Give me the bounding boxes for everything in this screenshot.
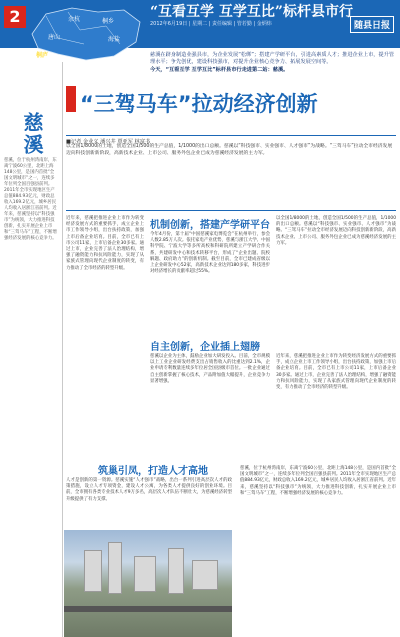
series-title: “互看互学 互学互比”标杆县市行 — [150, 4, 353, 20]
section-heading: 自主创新，企业插上翅膀 — [150, 342, 260, 353]
map-city-label: 余杭 — [68, 16, 81, 23]
region-map — [28, 4, 144, 62]
section-body-continued: 慈溪，位于杭州湾南岸，东离宁波60公里，北距上海148公里，是国内首批“全国文明城市”之一，连续多年位列全国百强县前列。2011年全市实现地区生产总值884.93亿元，财政总收入169.2亿元，城乡居民人均收入居浙江省前列。近年来，慈溪坚持以“科技强市”为统领，大力推进科技创新，扎实开展企业上市和“三驾马车”工程，不断增强经济发展的核心竞争力。 — [240, 466, 396, 496]
section-body-continued: 近年来，慈溪把推进企业上市作为转变经济发展方式的重要抓手，成立企业上市工作领导小组，出台扶持政策，加强上市后备企业培育。目前，全市已有上市公司11家，上市后备企业30多家。通过上市，企业完善了法人治理结构，增强了融资能力和抗风险能力，实现了从家族式管理向现代企业制度的转变，有力推动了全市经济的转型升级。 — [276, 354, 396, 391]
section-divider — [66, 210, 396, 211]
photo-building — [168, 548, 184, 594]
section-body: 人才是创新的第一资源。慈溪实施“人才强市”战略，出台一系列引进高层次人才的政策措施，设立人才专项资金，建设人才公寓，为各类人才提供良好的创业环境。目前，全市拥有各类专业技术人才9万多名，高层次人才队伍不断壮大，为慈溪经济转型升级提供了有力支撑。 — [66, 478, 232, 502]
map-city-label: 桐乡 — [102, 18, 115, 25]
map-city-label: 海盐 — [108, 36, 121, 43]
article-lead: 以全国1/8000的土地，创造全国1/500的生产总值，1/1000的出口总额。慈溪以“科技强市、实业强市、人才强市”为战略。“三驾马车”拉动全市经济发展迈向科技创新新阶段，高新技术企业、上市公司、服务外包企业已成为慈溪经济发展的主力军。 — [66, 144, 393, 156]
photo-road — [64, 606, 232, 612]
map-city-label: 唐山 — [48, 34, 61, 41]
photo-building — [84, 550, 102, 592]
photo-building — [134, 556, 156, 592]
sidebar-title: 慈溪 — [20, 112, 44, 156]
sidebar-text: 慈溪，位于杭州湾南岸，东离宁波60公里，北距上海148公里，是国内首批“全国文明城市”之一，连续多年位列全国百强县前列。2011年全市实现地区生产总值884.93亿元，财政总收入169.2亿元，城乡居民人均收入居浙江省前列。近年来，慈溪坚持以“科技强市”为统领，大力推进科技创新，扎实开展企业上市和“三驾马车”工程，不断增强经济发展的核心竞争力。 — [4, 158, 57, 241]
section-body-continued: 以全国1/8000的土地，创造全国1/500的生产总值，1/1000的出口总额。慈溪以“科技强市、实业强市、人才强市”为战略。“三驾马车”拉动全市经济发展迈向科技创新新阶段，高新技术企业、上市公司、服务外包企业已成为慈溪经济发展的主力军。 — [276, 216, 396, 246]
article-headline: “三驾马车”拉动经济创新 — [80, 92, 318, 116]
section-heading: 筑巢引凤，打造人才高地 — [98, 466, 208, 477]
dateline: 2012年6月19日 | 星期二 | 责任编辑 | 管若勤 | 金炳炜 — [150, 21, 272, 27]
page-number: 2 — [4, 6, 26, 28]
headline-accent-bar — [66, 86, 76, 112]
article-column-left: 近年来，慈溪把推进企业上市作为转变经济发展方式的重要抓手，成立企业上市工作领导小组，出台扶持政策，加强上市后备企业培育。目前，全市已有上市公司11家，上市后备企业30多家。通过上市，企业完善了法人治理结构，增强了融资能力和抗风险能力，实现了从家族式管理向现代企业制度的转变，有力推动了全市经济的转型升级。 — [66, 216, 144, 271]
section-body: 今年4月份，第十届“中国慈溪家电博览会”在杭州举行，参会人数2.85万人次。依托家电产业优势，慈溪与浙江大学、中国科学院、宁波大学等多所高校和科研院所建立产学研合作关系，共建研发中心和技术转移平台，形成了“企业出题、院校解题、政府助力”的创新机制。截至目前，全市已建成省级以上企业研发中心52家，高新技术企业达到180多家，科技进步对经济增长的贡献率超过55%。 — [150, 232, 270, 275]
aerial-city-photo — [64, 530, 232, 637]
photo-building — [108, 542, 122, 594]
intro-block — [150, 52, 395, 75]
photo-building — [192, 560, 218, 590]
intro-paragraph: 今天，“互看互学 互学互比”标杆县市行走进第二站：慈溪。 — [150, 67, 289, 73]
section-body: 慈溪以企业为主体，鼓励企业加大研发投入。目前，全市规模以上工业企业研发经费支出占销售收入的比重达到2.1%，企业申请专利数量连续多年位居全国县级市首位。一批企业通过自主创新掌握了核心技术，产品附加值大幅提升，企业竞争力显著增强。 — [150, 354, 270, 384]
article-byline: ■记者 金业义 潘兴井 覃亚军 林富书 — [66, 135, 396, 145]
newspaper-logo: 随县日报 — [350, 16, 394, 33]
sidebar-column — [0, 62, 63, 637]
section-heading: 机制创新，搭建产学研平台 — [150, 220, 270, 231]
intro-paragraph: 慈溪在跻身制造业强县市，为企业发展“松绑”；搭建产学研平台，引进高素质人才；推进企业上市，提升管理水平；争先创优，建设科技强市，对提升企业核心竞争力、拓展发展空间等。 — [150, 52, 395, 65]
map-city-highlight: 桐庐 — [36, 52, 49, 59]
